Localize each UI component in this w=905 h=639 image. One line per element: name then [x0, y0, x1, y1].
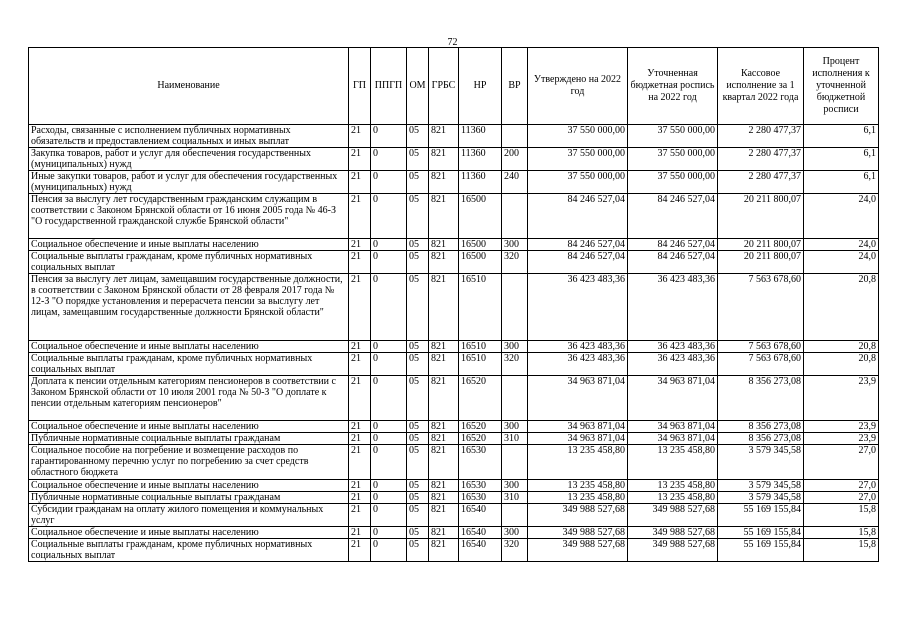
cell-ppgp: 0: [371, 421, 407, 433]
cell-refined: 13 235 458,80: [628, 445, 718, 480]
header-ppgp: ППГП: [371, 48, 407, 125]
cell-np: 16540: [459, 504, 502, 527]
cell-gp: 21: [349, 148, 371, 171]
cell-gp: 21: [349, 125, 371, 148]
cell-refined: 36 423 483,36: [628, 341, 718, 353]
cell-gp: 21: [349, 376, 371, 421]
cell-om: 05: [407, 480, 429, 492]
cell-np: 16520: [459, 376, 502, 421]
cell-percent: 15,8: [804, 539, 879, 562]
cell-cash: 20 211 800,07: [718, 251, 804, 274]
cell-np: 16510: [459, 353, 502, 376]
header-gp: ГП: [349, 48, 371, 125]
cell-om: 05: [407, 353, 429, 376]
cell-approved: 37 550 000,00: [528, 171, 628, 194]
cell-percent: 27,0: [804, 492, 879, 504]
cell-approved: 37 550 000,00: [528, 148, 628, 171]
cell-vr: 320: [502, 353, 528, 376]
cell-name: Социальные выплаты гражданам, кроме публичных нормативных социальных выплат: [29, 251, 349, 274]
cell-cash: 20 211 800,07: [718, 239, 804, 251]
table-row: [29, 421, 879, 433]
cell-refined: 84 246 527,04: [628, 251, 718, 274]
table-row: [29, 504, 879, 527]
table-body: [29, 125, 879, 562]
cell-grbs: 821: [429, 251, 459, 274]
cell-np: 16510: [459, 341, 502, 353]
cell-percent: 20,8: [804, 274, 879, 341]
header-vr: ВР: [502, 48, 528, 125]
cell-gp: 21: [349, 480, 371, 492]
cell-name: Закупка товаров, работ и услуг для обеспечения государственных (муниципальных) нужд: [29, 148, 349, 171]
cell-percent: 6,1: [804, 171, 879, 194]
cell-cash: 3 579 345,58: [718, 445, 804, 480]
cell-gp: 21: [349, 274, 371, 341]
cell-ppgp: 0: [371, 239, 407, 251]
cell-vr: 320: [502, 251, 528, 274]
header-refined: Уточненная бюджетная роспись на 2022 год: [628, 48, 718, 125]
cell-cash: 3 579 345,58: [718, 492, 804, 504]
cell-refined: 37 550 000,00: [628, 171, 718, 194]
cell-gp: 21: [349, 421, 371, 433]
cell-om: 05: [407, 341, 429, 353]
cell-refined: 37 550 000,00: [628, 125, 718, 148]
header-grbs: ГРБС: [429, 48, 459, 125]
cell-refined: 34 963 871,04: [628, 376, 718, 421]
cell-name: Социальное обеспечение и иные выплаты населению: [29, 421, 349, 433]
cell-om: 05: [407, 239, 429, 251]
cell-approved: 34 963 871,04: [528, 433, 628, 445]
cell-np: 16530: [459, 492, 502, 504]
cell-vr: 240: [502, 171, 528, 194]
cell-ppgp: 0: [371, 341, 407, 353]
cell-grbs: 821: [429, 492, 459, 504]
cell-vr: 310: [502, 492, 528, 504]
cell-ppgp: 0: [371, 274, 407, 341]
table-row: [29, 274, 879, 341]
cell-percent: 27,0: [804, 480, 879, 492]
cell-cash: 3 579 345,58: [718, 480, 804, 492]
cell-approved: 13 235 458,80: [528, 445, 628, 480]
cell-approved: 36 423 483,36: [528, 353, 628, 376]
table-row: [29, 480, 879, 492]
cell-om: 05: [407, 251, 429, 274]
cell-refined: 34 963 871,04: [628, 421, 718, 433]
cell-gp: 21: [349, 353, 371, 376]
cell-name: Пенсия за выслугу лет лицам, замещавшим государственные должности, в соответствии с Законом Брянской области от 28 февраля 2017 года № 12-З "О порядке установления и перерасчета пенсии за выслугу лет лицам, замещавшим государственные должности Брянской области": [29, 274, 349, 341]
cell-grbs: 821: [429, 125, 459, 148]
cell-refined: 34 963 871,04: [628, 433, 718, 445]
cell-ppgp: 0: [371, 353, 407, 376]
cell-np: 11360: [459, 171, 502, 194]
table-row: [29, 171, 879, 194]
header-cash: Кассовое исполнение за 1 квартал 2022 года: [718, 48, 804, 125]
cell-cash: 20 211 800,07: [718, 194, 804, 239]
cell-name: Социальное пособие на погребение и возмещение расходов по гарантированному перечню услуг по погребению за счет средств областного бюджета: [29, 445, 349, 480]
cell-om: 05: [407, 376, 429, 421]
cell-gp: 21: [349, 539, 371, 562]
cell-ppgp: 0: [371, 492, 407, 504]
cell-name: Публичные нормативные социальные выплаты гражданам: [29, 433, 349, 445]
table-row: [29, 239, 879, 251]
cell-grbs: 821: [429, 341, 459, 353]
cell-percent: 27,0: [804, 445, 879, 480]
cell-cash: 8 356 273,08: [718, 433, 804, 445]
cell-grbs: 821: [429, 433, 459, 445]
table-row: [29, 376, 879, 421]
cell-cash: 55 169 155,84: [718, 527, 804, 539]
cell-grbs: 821: [429, 527, 459, 539]
cell-percent: 20,8: [804, 341, 879, 353]
cell-refined: 349 988 527,68: [628, 504, 718, 527]
cell-name: Расходы, связанные с исполнением публичных нормативных обязательств и предоставлением социальных и иных выплат: [29, 125, 349, 148]
table-row: [29, 148, 879, 171]
cell-vr: 300: [502, 480, 528, 492]
cell-vr: 300: [502, 421, 528, 433]
table-row: [29, 353, 879, 376]
cell-name: Субсидии гражданам на оплату жилого помещения и коммунальных услуг: [29, 504, 349, 527]
cell-grbs: 821: [429, 376, 459, 421]
cell-cash: 7 563 678,60: [718, 353, 804, 376]
cell-grbs: 821: [429, 171, 459, 194]
cell-np: 16500: [459, 194, 502, 239]
table-row: [29, 539, 879, 562]
cell-grbs: 821: [429, 239, 459, 251]
cell-np: 11360: [459, 125, 502, 148]
cell-name: Пенсия за выслугу лет государственным гражданским служащим в соответствии с Законом Брянской области от 16 июня 2005 года № 46-З "О государственной гражданской службе Брянской области": [29, 194, 349, 239]
cell-np: 16520: [459, 421, 502, 433]
cell-ppgp: 0: [371, 433, 407, 445]
cell-gp: 21: [349, 341, 371, 353]
cell-grbs: 821: [429, 445, 459, 480]
cell-approved: 84 246 527,04: [528, 251, 628, 274]
cell-approved: 36 423 483,36: [528, 274, 628, 341]
cell-grbs: 821: [429, 480, 459, 492]
cell-refined: 36 423 483,36: [628, 274, 718, 341]
cell-grbs: 821: [429, 539, 459, 562]
table-row: [29, 194, 879, 239]
cell-vr: [502, 125, 528, 148]
cell-grbs: 821: [429, 194, 459, 239]
cell-vr: 300: [502, 527, 528, 539]
cell-ppgp: 0: [371, 539, 407, 562]
header-name: Наименование: [29, 48, 349, 125]
header-percent: Процент исполнения к уточненной бюджетной росписи: [804, 48, 879, 125]
cell-grbs: 821: [429, 504, 459, 527]
cell-cash: 2 280 477,37: [718, 171, 804, 194]
cell-name: Публичные нормативные социальные выплаты гражданам: [29, 492, 349, 504]
header-np: НР: [459, 48, 502, 125]
cell-cash: 8 356 273,08: [718, 421, 804, 433]
cell-approved: 84 246 527,04: [528, 194, 628, 239]
cell-refined: 13 235 458,80: [628, 492, 718, 504]
cell-np: 16500: [459, 239, 502, 251]
cell-percent: 15,8: [804, 504, 879, 527]
cell-om: 05: [407, 492, 429, 504]
cell-om: 05: [407, 148, 429, 171]
cell-approved: 349 988 527,68: [528, 527, 628, 539]
cell-approved: 349 988 527,68: [528, 539, 628, 562]
cell-gp: 21: [349, 251, 371, 274]
cell-refined: 84 246 527,04: [628, 239, 718, 251]
table-row: [29, 125, 879, 148]
cell-om: 05: [407, 527, 429, 539]
cell-approved: 37 550 000,00: [528, 125, 628, 148]
cell-gp: 21: [349, 194, 371, 239]
cell-om: 05: [407, 194, 429, 239]
budget-table: [28, 47, 879, 562]
cell-grbs: 821: [429, 353, 459, 376]
cell-om: 05: [407, 445, 429, 480]
cell-refined: 37 550 000,00: [628, 148, 718, 171]
cell-np: 16500: [459, 251, 502, 274]
cell-cash: 55 169 155,84: [718, 504, 804, 527]
cell-percent: 24,0: [804, 194, 879, 239]
cell-gp: 21: [349, 492, 371, 504]
cell-vr: [502, 274, 528, 341]
table-row: [29, 251, 879, 274]
cell-ppgp: 0: [371, 251, 407, 274]
cell-gp: 21: [349, 239, 371, 251]
cell-ppgp: 0: [371, 445, 407, 480]
cell-refined: 84 246 527,04: [628, 194, 718, 239]
cell-percent: 6,1: [804, 125, 879, 148]
cell-approved: 13 235 458,80: [528, 480, 628, 492]
cell-approved: 349 988 527,68: [528, 504, 628, 527]
cell-name: Социальные выплаты гражданам, кроме публичных нормативных социальных выплат: [29, 539, 349, 562]
cell-cash: 7 563 678,60: [718, 341, 804, 353]
cell-percent: 6,1: [804, 148, 879, 171]
cell-gp: 21: [349, 171, 371, 194]
cell-percent: 20,8: [804, 353, 879, 376]
cell-name: Иные закупки товаров, работ и услуг для обеспечения государственных (муниципальных) нужд: [29, 171, 349, 194]
cell-percent: 15,8: [804, 527, 879, 539]
header-om: ОМ: [407, 48, 429, 125]
cell-refined: 349 988 527,68: [628, 539, 718, 562]
table-header-row: [29, 48, 879, 125]
header-approved: Утверждено на 2022 год: [528, 48, 628, 125]
cell-ppgp: 0: [371, 194, 407, 239]
table-row: [29, 445, 879, 480]
cell-om: 05: [407, 504, 429, 527]
table-row: [29, 492, 879, 504]
cell-ppgp: 0: [371, 171, 407, 194]
cell-approved: 34 963 871,04: [528, 421, 628, 433]
cell-name: Социальное обеспечение и иные выплаты населению: [29, 527, 349, 539]
cell-cash: 8 356 273,08: [718, 376, 804, 421]
cell-om: 05: [407, 274, 429, 341]
cell-om: 05: [407, 125, 429, 148]
cell-vr: [502, 194, 528, 239]
cell-cash: 2 280 477,37: [718, 148, 804, 171]
cell-ppgp: 0: [371, 480, 407, 492]
cell-vr: [502, 445, 528, 480]
cell-vr: 320: [502, 539, 528, 562]
cell-approved: 34 963 871,04: [528, 376, 628, 421]
cell-percent: 24,0: [804, 239, 879, 251]
cell-ppgp: 0: [371, 504, 407, 527]
cell-np: 16540: [459, 539, 502, 562]
cell-vr: 310: [502, 433, 528, 445]
cell-name: Социальное обеспечение и иные выплаты населению: [29, 341, 349, 353]
cell-vr: 200: [502, 148, 528, 171]
cell-cash: 55 169 155,84: [718, 539, 804, 562]
cell-np: 16530: [459, 480, 502, 492]
cell-vr: [502, 504, 528, 527]
cell-percent: 23,9: [804, 433, 879, 445]
cell-percent: 23,9: [804, 376, 879, 421]
cell-cash: 7 563 678,60: [718, 274, 804, 341]
cell-vr: [502, 376, 528, 421]
cell-np: 16510: [459, 274, 502, 341]
cell-np: 16520: [459, 433, 502, 445]
page-number: 72: [447, 37, 458, 48]
cell-np: 16540: [459, 527, 502, 539]
cell-ppgp: 0: [371, 527, 407, 539]
table-row: [29, 341, 879, 353]
table-row: [29, 433, 879, 445]
cell-gp: 21: [349, 433, 371, 445]
cell-om: 05: [407, 421, 429, 433]
cell-name: Социальное обеспечение и иные выплаты населению: [29, 480, 349, 492]
cell-om: 05: [407, 171, 429, 194]
cell-ppgp: 0: [371, 376, 407, 421]
cell-gp: 21: [349, 445, 371, 480]
cell-name: Доплата к пенсии отдельным категориям пенсионеров в соответствии с Законом Брянской области от 10 июля 2001 года № 50-З "О доплате к пенсии отдельным категориям пенсионеров": [29, 376, 349, 421]
cell-np: 11360: [459, 148, 502, 171]
cell-refined: 13 235 458,80: [628, 480, 718, 492]
cell-grbs: 821: [429, 421, 459, 433]
table-row: [29, 527, 879, 539]
cell-om: 05: [407, 539, 429, 562]
cell-name: Социальные выплаты гражданам, кроме публичных нормативных социальных выплат: [29, 353, 349, 376]
cell-cash: 2 280 477,37: [718, 125, 804, 148]
cell-gp: 21: [349, 527, 371, 539]
cell-vr: 300: [502, 341, 528, 353]
cell-gp: 21: [349, 504, 371, 527]
cell-approved: 36 423 483,36: [528, 341, 628, 353]
cell-vr: 300: [502, 239, 528, 251]
cell-name: Социальное обеспечение и иные выплаты населению: [29, 239, 349, 251]
cell-refined: 36 423 483,36: [628, 353, 718, 376]
cell-approved: 84 246 527,04: [528, 239, 628, 251]
cell-ppgp: 0: [371, 148, 407, 171]
cell-refined: 349 988 527,68: [628, 527, 718, 539]
cell-percent: 24,0: [804, 251, 879, 274]
cell-percent: 23,9: [804, 421, 879, 433]
cell-grbs: 821: [429, 148, 459, 171]
cell-ppgp: 0: [371, 125, 407, 148]
cell-np: 16530: [459, 445, 502, 480]
cell-approved: 13 235 458,80: [528, 492, 628, 504]
cell-om: 05: [407, 433, 429, 445]
cell-grbs: 821: [429, 274, 459, 341]
